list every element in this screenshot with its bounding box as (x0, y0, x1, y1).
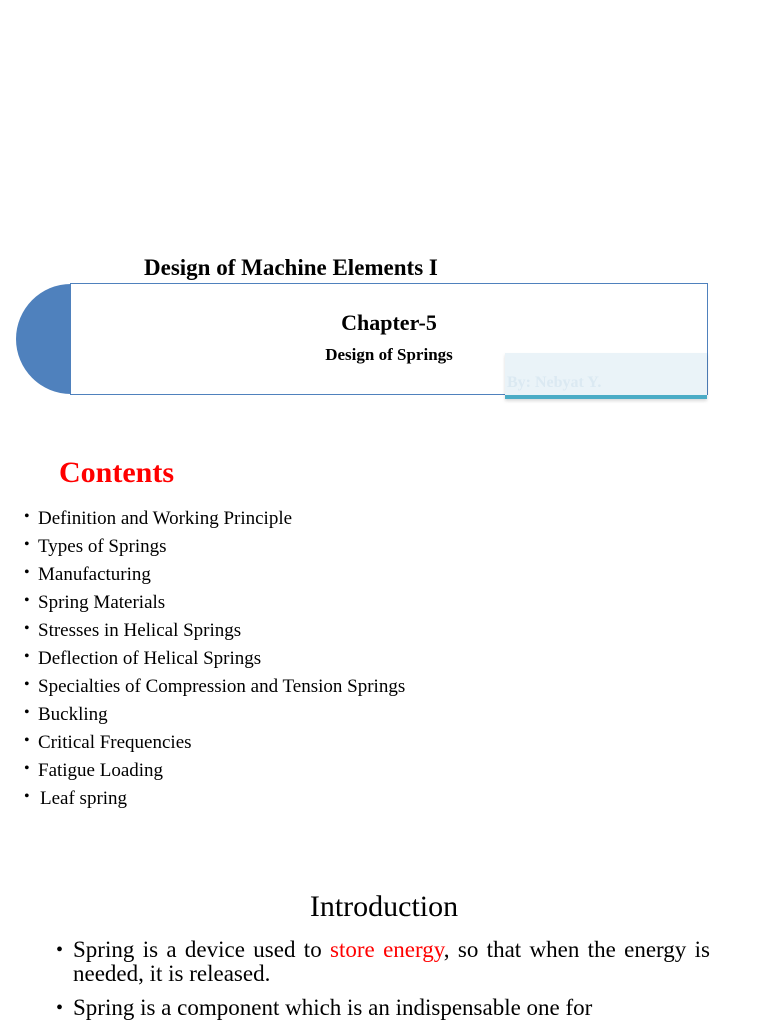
list-item-label: Deflection of Helical Springs (38, 648, 262, 669)
list-item: • Manufacturing (24, 564, 151, 585)
list-item: • Fatigue Loading (24, 760, 164, 781)
contents-list (24, 504, 405, 812)
list-item: • Critical Frequencies (24, 732, 192, 753)
list-item-label: Leaf spring (40, 788, 128, 809)
list-item-label: Manufacturing (38, 564, 151, 585)
list-item-label: Fatigue Loading (38, 760, 164, 781)
list-item: • Spring Materials (24, 592, 166, 613)
list-item-label: Stresses in Helical Springs (38, 620, 242, 641)
intro-bullet-2: • Spring is a component which is an indispensable one for (56, 995, 593, 1020)
intro-bullet-1: • Spring is a device used to store energy, so that when the energy is needed, it is released. (56, 937, 710, 986)
list-item: • Leaf spring (24, 788, 128, 809)
author-box (505, 353, 707, 399)
list-item-label: Critical Frequencies (38, 732, 192, 753)
list-item-label: Types of Springs (38, 536, 167, 557)
list-item: • Stresses in Helical Springs (24, 620, 242, 641)
intro-heading: Introduction (309, 890, 459, 923)
author-text: By: Nebyat Y. (507, 374, 602, 391)
list-item: • Specialties of Compression and Tension Springs (24, 676, 406, 697)
intro-bullet-2-text: Spring is a component which is an indispensable one for (73, 995, 593, 1020)
list-item: • Types of Springs (24, 536, 167, 557)
intro-bullet-1-text: Spring is a device used to (73, 937, 331, 962)
course-title: Design of Machine Elements I (144, 255, 438, 280)
contents-heading: Contents (59, 456, 175, 489)
chapter-subtitle: Design of Springs (325, 345, 453, 364)
intro-list (56, 938, 710, 1030)
chapter-title: Chapter-5 (341, 310, 437, 335)
list-item-label: Definition and Working Principle (38, 508, 293, 529)
list-item: • Definition and Working Principle (24, 508, 293, 529)
list-item: • Buckling (24, 704, 108, 725)
intro-highlight: store energy (330, 937, 444, 962)
list-item-label: Spring Materials (38, 592, 166, 613)
list-item-label: Buckling (38, 704, 108, 725)
list-item: • Deflection of Helical Springs (24, 648, 262, 669)
intro-bullet-1-rest: , so that when the energy is needed, it is released. (73, 937, 710, 986)
list-item-label: Specialties of Compression and Tension Springs (38, 676, 406, 697)
